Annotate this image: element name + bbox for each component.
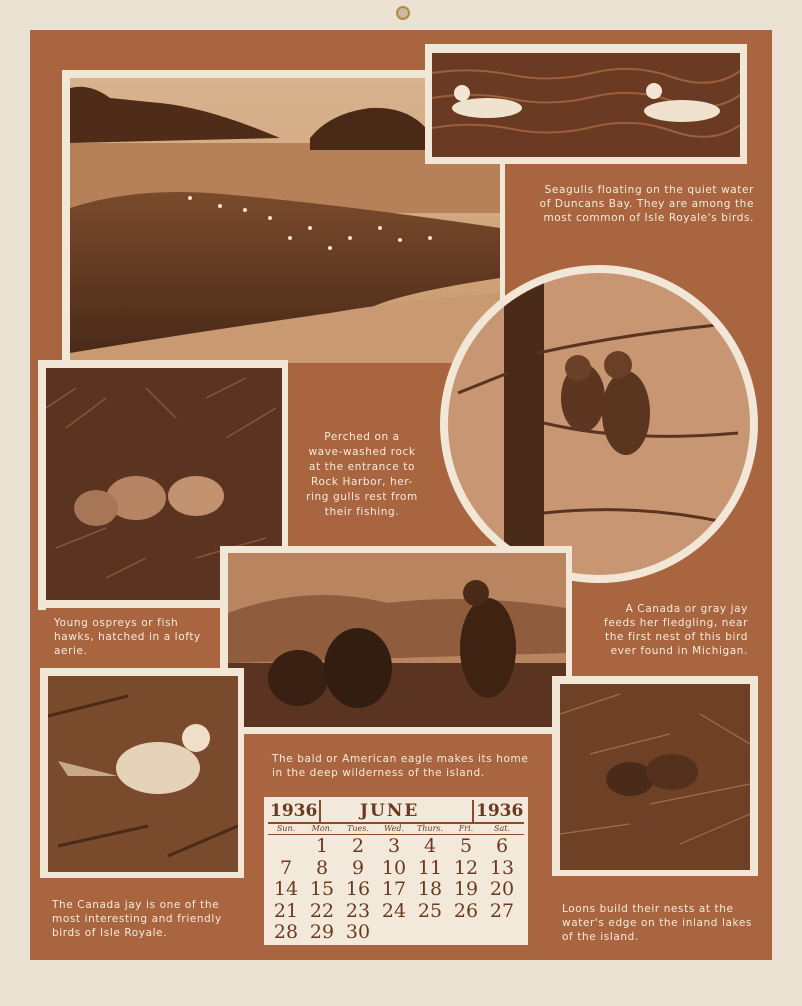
caption-line: their fishing.	[324, 506, 400, 518]
calendar-date: 14	[273, 878, 299, 900]
photo-seagulls-floating	[432, 53, 740, 157]
caption-line: Perched on a	[324, 431, 400, 443]
calendar-date: 7	[279, 856, 293, 879]
calendar-date: 24	[381, 899, 407, 922]
caption-line: feeds her fledgling, near	[604, 617, 748, 629]
caption-line: A Canada or gray jay	[625, 603, 748, 615]
caption-line: hawks, hatched in a lofty	[54, 631, 201, 643]
caption-line: water's edge on the inland lakes	[562, 917, 752, 929]
caption-perched	[290, 430, 434, 520]
photo-loon-eggs	[560, 684, 750, 870]
calendar-date: 2	[351, 835, 365, 857]
caption-line: wave-washed rock	[308, 446, 416, 458]
caption-line: birds of Isle Royale.	[52, 927, 168, 939]
caption-line: most interesting and friendly	[52, 913, 222, 925]
calendar-day-name: Mon.	[311, 824, 333, 833]
calendar-date: 29	[309, 921, 335, 943]
caption-seagulls	[508, 183, 754, 225]
calendar-year-left: 1936	[270, 801, 318, 821]
calendar-date: 25	[417, 899, 443, 922]
calendar-day-name: Tues.	[347, 824, 369, 833]
photo-canada-jay	[48, 676, 238, 872]
calendar-date: 23	[345, 899, 371, 922]
hanging-hole	[396, 6, 410, 20]
caption-loons	[562, 902, 762, 944]
calendar-date: 9	[351, 856, 365, 879]
calendar-date: 10	[381, 856, 407, 879]
calendar-day-name: Fri.	[458, 824, 474, 833]
calendar-date: 12	[453, 856, 479, 879]
calendar-date: 8	[315, 856, 329, 879]
caption-line: most common of Isle Royale's birds.	[543, 212, 754, 224]
calendar-date: 22	[309, 899, 335, 922]
calendar-date: 30	[345, 921, 371, 943]
calendar-divider	[472, 800, 474, 822]
caption-line: of the island.	[562, 931, 639, 943]
calendar-date: 17	[381, 878, 407, 900]
calendar-date: 3	[387, 835, 401, 857]
caption-line: at the entrance to	[308, 461, 415, 473]
calendar-month: JUNE	[360, 801, 420, 821]
calendar-date: 4	[423, 835, 437, 857]
calendar-date: 20	[489, 878, 515, 900]
calendar-date: 18	[417, 878, 443, 900]
caption-line: the first nest of this bird	[605, 631, 748, 643]
calendar-divider	[319, 800, 321, 822]
caption-line: Seagulls floating on the quiet water	[544, 184, 754, 196]
caption-line: Loons build their nests at the	[562, 903, 734, 915]
caption-canada-jay	[52, 898, 252, 940]
calendar-date: 6	[495, 835, 509, 857]
photo-gray-jay-fledgling	[448, 273, 750, 575]
calendar-date: 1	[315, 835, 329, 857]
caption-canada-jay-feeds	[580, 602, 748, 658]
caption-line: of Duncans Bay. They are among the	[539, 198, 754, 210]
calendar-date: 15	[309, 878, 335, 900]
caption-ospreys	[54, 616, 222, 658]
calendar-date: 27	[489, 899, 515, 922]
caption-line: Young ospreys or fish	[54, 617, 179, 629]
caption-line: ever found in Michigan.	[610, 645, 748, 657]
calendar-year-right: 1936	[476, 801, 524, 821]
calendar-day-name: Sun.	[276, 824, 296, 833]
caption-line: The bald or American eagle makes its home	[272, 753, 529, 765]
calendar-date: 5	[459, 835, 473, 857]
photo-bald-eagles-nest	[228, 553, 566, 727]
calendar-date: 28	[273, 921, 299, 943]
caption-line: aerie.	[54, 645, 88, 657]
june-1936-calendar	[264, 797, 528, 945]
caption-line: in the deep wilderness of the island.	[272, 767, 485, 779]
calendar-date: 13	[489, 856, 515, 879]
calendar-day-name: Thurs.	[416, 824, 444, 833]
calendar-date: 21	[273, 899, 299, 922]
caption-line: ring gulls rest from	[306, 491, 418, 503]
calendar-date: 26	[453, 899, 479, 922]
calendar-date: 19	[453, 878, 479, 900]
calendar-day-name: Sat.	[493, 824, 510, 833]
caption-line: Rock Harbor, her-	[311, 476, 413, 488]
caption-eagle	[272, 752, 542, 780]
caption-line: The Canada jay is one of the	[52, 899, 220, 911]
calendar-day-name: Wed.	[384, 824, 404, 833]
calendar-date: 16	[345, 878, 371, 900]
calendar-date: 11	[417, 856, 443, 879]
